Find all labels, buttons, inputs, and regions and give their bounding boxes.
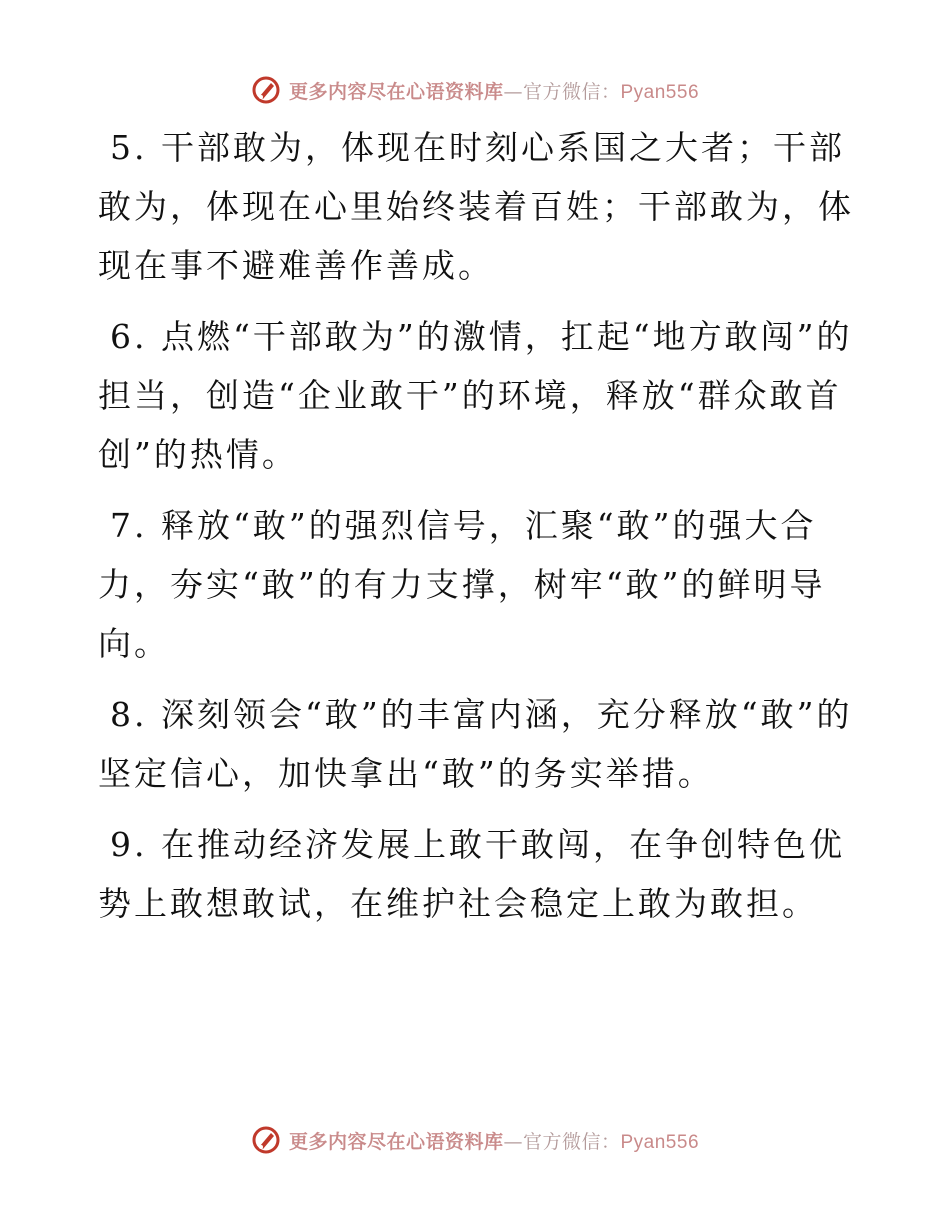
header-watermark bbox=[0, 70, 950, 110]
paragraph-6: 6. 点燃“干部敢为”的激情，扛起“地方敢闯”的担当，创造“企业敢干”的环境，释放“群众敢首创”的热情。 bbox=[98, 317, 853, 474]
paragraph-9: 9. 在推动经济发展上敢干敢闯，在争创特色优势上敢想敢试，在维护社会稳定上敢为敢担。 bbox=[98, 825, 845, 923]
watermark-id-text: Pyan556 bbox=[620, 1131, 700, 1153]
paragraph-5: 5. 干部敢为，体现在时刻心系国之大者；干部敢为，体现在心里始终装着百姓；干部敢为，体现在事不避难善作善成。 bbox=[98, 128, 854, 285]
watermark-sub-text: —官方微信： bbox=[503, 1130, 621, 1153]
pen-logo-icon bbox=[251, 1125, 281, 1155]
watermark-main-text: 更多内容尽在心语资料库 bbox=[288, 80, 504, 103]
watermark-id-text: Pyan556 bbox=[620, 81, 700, 103]
paragraph-8: 8. 深刻领会“敢”的丰富内涵，充分释放“敢”的坚定信心，加快拿出“敢”的务实举措。 bbox=[98, 695, 853, 793]
footer-watermark bbox=[0, 1120, 950, 1160]
paragraph-7: 7. 释放“敢”的强烈信号，汇聚“敢”的强大合力，夯实“敢”的有力支撑，树牢“敢”的鲜明导向。 bbox=[98, 506, 826, 663]
watermark-text bbox=[289, 1127, 699, 1154]
pen-logo-icon bbox=[251, 75, 281, 105]
document-body bbox=[98, 118, 858, 945]
watermark-sub-text: —官方微信： bbox=[503, 80, 621, 103]
watermark-main-text: 更多内容尽在心语资料库 bbox=[288, 1130, 504, 1153]
watermark-text bbox=[289, 77, 699, 104]
